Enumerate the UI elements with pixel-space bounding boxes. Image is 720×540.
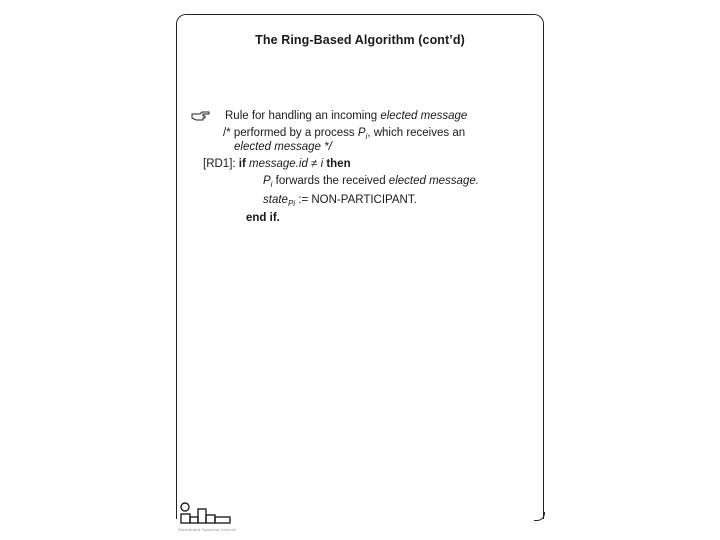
rd1-i: i [320,158,324,170]
rd1-if: if [238,158,246,170]
body-state-rest: := NON-PARTICIPANT. [295,194,417,206]
body-forward-em: elected message. [388,175,479,187]
end-if-line: end if. [246,212,280,224]
body-line-1 [263,174,479,192]
body-process-p: P [263,175,271,187]
rd1-condition: message.id [249,158,308,170]
department-logo-icon [178,498,238,528]
footer-caption: Distributed Systems Lecture [178,527,237,532]
rd1-label: [RD1]: [203,158,236,170]
rd1-line [203,157,351,171]
slide-frame [176,14,544,519]
rule-intro-em: elected message [380,110,468,122]
rd1-not-equal: ≠ [311,158,318,170]
rd1-then: then [326,158,351,170]
comment-process-p: P [357,127,366,139]
body-state: state [263,194,288,206]
pointing-hand-icon [191,110,211,122]
body-forward-text: forwards the received [272,175,389,187]
comment-line-2: elected message */ [234,141,332,153]
body-process-sub: i [270,180,273,189]
comment-process-sub: i [365,132,368,141]
body-state-sub: Pi [287,199,296,208]
rule-line [225,109,467,123]
comment-text-a: /* performed by a process [223,127,358,139]
slide-title: The Ring-Based Algorithm (cont’d) [255,33,465,47]
body-line-2 [263,193,417,211]
rule-intro: Rule for handling an incoming [225,110,381,122]
comment-text-b: , which receives an [367,127,466,139]
